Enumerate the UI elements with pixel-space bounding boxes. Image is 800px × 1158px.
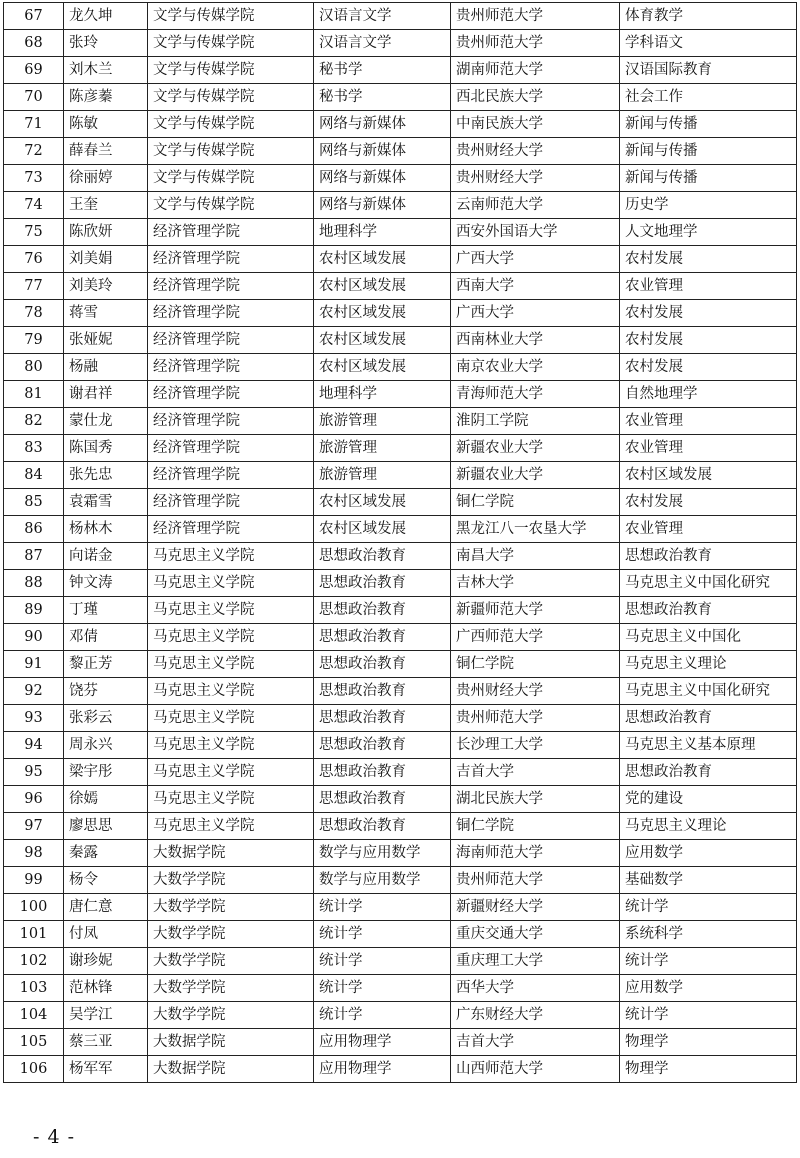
admitted-major-cell: 新闻与传播 [620,111,797,138]
name-cell: 张娅妮 [64,327,148,354]
university-cell: 重庆交通大学 [451,921,620,948]
college-cell: 马克思主义学院 [148,786,314,813]
name-cell: 付凤 [64,921,148,948]
college-cell: 文学与传媒学院 [148,30,314,57]
college-cell: 经济管理学院 [148,462,314,489]
name-cell: 唐仁意 [64,894,148,921]
college-cell: 经济管理学院 [148,246,314,273]
university-cell: 淮阴工学院 [451,408,620,435]
row-number-cell: 84 [4,462,64,489]
admitted-major-cell: 统计学 [620,1002,797,1029]
major-cell: 统计学 [314,975,451,1002]
table-row [4,300,797,327]
name-cell: 陈敏 [64,111,148,138]
name-cell: 钟文涛 [64,570,148,597]
university-cell: 广西大学 [451,300,620,327]
university-cell: 广西大学 [451,246,620,273]
college-cell: 文学与传媒学院 [148,192,314,219]
name-cell: 秦露 [64,840,148,867]
table-row [4,597,797,624]
name-cell: 杨军军 [64,1056,148,1083]
admitted-major-cell: 党的建设 [620,786,797,813]
table-row [4,138,797,165]
row-number-cell: 100 [4,894,64,921]
university-cell: 贵州师范大学 [451,867,620,894]
university-cell: 山西师范大学 [451,1056,620,1083]
table-row [4,705,797,732]
name-cell: 陈国秀 [64,435,148,462]
major-cell: 思想政治教育 [314,759,451,786]
row-number-cell: 73 [4,165,64,192]
university-cell: 新疆师范大学 [451,597,620,624]
college-cell: 马克思主义学院 [148,705,314,732]
table-row [4,57,797,84]
row-number-cell: 70 [4,84,64,111]
name-cell: 龙久坤 [64,3,148,30]
row-number-cell: 96 [4,786,64,813]
name-cell: 谢君祥 [64,381,148,408]
admitted-major-cell: 农村发展 [620,489,797,516]
admitted-major-cell: 统计学 [620,948,797,975]
name-cell: 张彩云 [64,705,148,732]
row-number-cell: 92 [4,678,64,705]
admitted-major-cell: 人文地理学 [620,219,797,246]
major-cell: 统计学 [314,948,451,975]
table-row [4,354,797,381]
admitted-major-cell: 农村区域发展 [620,462,797,489]
major-cell: 数学与应用数学 [314,867,451,894]
major-cell: 统计学 [314,894,451,921]
university-cell: 南京农业大学 [451,354,620,381]
admitted-major-cell: 马克思主义理论 [620,813,797,840]
major-cell: 农村区域发展 [314,327,451,354]
row-number-cell: 67 [4,3,64,30]
admitted-major-cell: 思想政治教育 [620,705,797,732]
college-cell: 文学与传媒学院 [148,111,314,138]
name-cell: 张玲 [64,30,148,57]
college-cell: 经济管理学院 [148,354,314,381]
row-number-cell: 88 [4,570,64,597]
row-number-cell: 87 [4,543,64,570]
admitted-major-cell: 农村发展 [620,300,797,327]
name-cell: 刘美娟 [64,246,148,273]
row-number-cell: 80 [4,354,64,381]
table-row [4,570,797,597]
university-cell: 铜仁学院 [451,651,620,678]
name-cell: 蒙仕龙 [64,408,148,435]
university-cell: 广东财经大学 [451,1002,620,1029]
table-row [4,732,797,759]
university-cell: 黑龙江八一农垦大学 [451,516,620,543]
row-number-cell: 102 [4,948,64,975]
table-row [4,111,797,138]
college-cell: 马克思主义学院 [148,678,314,705]
table-body [4,3,797,1083]
university-cell: 贵州财经大学 [451,138,620,165]
admitted-major-cell: 体育教学 [620,3,797,30]
table-row [4,327,797,354]
major-cell: 秘书学 [314,57,451,84]
major-cell: 旅游管理 [314,435,451,462]
major-cell: 思想政治教育 [314,732,451,759]
row-number-cell: 106 [4,1056,64,1083]
table-row [4,246,797,273]
name-cell: 杨令 [64,867,148,894]
college-cell: 大数学学院 [148,921,314,948]
admitted-major-cell: 思想政治教育 [620,597,797,624]
admitted-major-cell: 农业管理 [620,273,797,300]
college-cell: 马克思主义学院 [148,597,314,624]
major-cell: 网络与新媒体 [314,138,451,165]
major-cell: 农村区域发展 [314,516,451,543]
admitted-major-cell: 应用数学 [620,840,797,867]
major-cell: 统计学 [314,1002,451,1029]
table-row [4,381,797,408]
table-row [4,408,797,435]
table-row [4,30,797,57]
table-row [4,867,797,894]
table-row [4,543,797,570]
university-cell: 云南师范大学 [451,192,620,219]
university-cell: 西安外国语大学 [451,219,620,246]
page-number: - 4 - [33,1126,76,1148]
name-cell: 吴学江 [64,1002,148,1029]
major-cell: 思想政治教育 [314,813,451,840]
college-cell: 经济管理学院 [148,408,314,435]
major-cell: 农村区域发展 [314,354,451,381]
admitted-major-cell: 历史学 [620,192,797,219]
major-cell: 农村区域发展 [314,300,451,327]
major-cell: 秘书学 [314,84,451,111]
college-cell: 马克思主义学院 [148,570,314,597]
university-cell: 铜仁学院 [451,813,620,840]
name-cell: 徐嫣 [64,786,148,813]
name-cell: 陈彦蓁 [64,84,148,111]
admitted-major-cell: 农业管理 [620,516,797,543]
admitted-major-cell: 思想政治教育 [620,759,797,786]
university-cell: 贵州财经大学 [451,678,620,705]
row-number-cell: 71 [4,111,64,138]
university-cell: 西南大学 [451,273,620,300]
university-cell: 长沙理工大学 [451,732,620,759]
major-cell: 统计学 [314,921,451,948]
college-cell: 马克思主义学院 [148,813,314,840]
row-number-cell: 94 [4,732,64,759]
table-row [4,273,797,300]
name-cell: 袁霜雪 [64,489,148,516]
university-cell: 西北民族大学 [451,84,620,111]
name-cell: 刘木兰 [64,57,148,84]
table-row [4,678,797,705]
university-cell: 贵州财经大学 [451,165,620,192]
university-cell: 南昌大学 [451,543,620,570]
college-cell: 经济管理学院 [148,489,314,516]
major-cell: 网络与新媒体 [314,192,451,219]
university-cell: 新疆财经大学 [451,894,620,921]
row-number-cell: 89 [4,597,64,624]
college-cell: 文学与传媒学院 [148,3,314,30]
major-cell: 思想政治教育 [314,678,451,705]
admitted-major-cell: 农村发展 [620,354,797,381]
college-cell: 大数学学院 [148,894,314,921]
name-cell: 黎正芳 [64,651,148,678]
table-row [4,84,797,111]
major-cell: 地理科学 [314,219,451,246]
university-cell: 吉林大学 [451,570,620,597]
university-cell: 贵州师范大学 [451,705,620,732]
college-cell: 文学与传媒学院 [148,138,314,165]
table-row [4,1056,797,1083]
row-number-cell: 75 [4,219,64,246]
name-cell: 徐丽婷 [64,165,148,192]
row-number-cell: 90 [4,624,64,651]
row-number-cell: 103 [4,975,64,1002]
table-row [4,651,797,678]
admitted-major-cell: 汉语国际教育 [620,57,797,84]
college-cell: 文学与传媒学院 [148,165,314,192]
admitted-major-cell: 新闻与传播 [620,165,797,192]
major-cell: 农村区域发展 [314,489,451,516]
major-cell: 网络与新媒体 [314,111,451,138]
table-row [4,489,797,516]
row-number-cell: 76 [4,246,64,273]
university-cell: 新疆农业大学 [451,435,620,462]
major-cell: 汉语言文学 [314,3,451,30]
admitted-major-cell: 应用数学 [620,975,797,1002]
name-cell: 邓倩 [64,624,148,651]
college-cell: 经济管理学院 [148,300,314,327]
major-cell: 农村区域发展 [314,273,451,300]
admitted-major-cell: 马克思主义理论 [620,651,797,678]
university-cell: 新疆农业大学 [451,462,620,489]
name-cell: 蔡三亚 [64,1029,148,1056]
major-cell: 农村区域发展 [314,246,451,273]
admitted-major-cell: 物理学 [620,1056,797,1083]
admitted-major-cell: 农村发展 [620,327,797,354]
admitted-major-cell: 系统科学 [620,921,797,948]
row-number-cell: 98 [4,840,64,867]
name-cell: 向诺金 [64,543,148,570]
row-number-cell: 97 [4,813,64,840]
table-row [4,975,797,1002]
admitted-major-cell: 农业管理 [620,408,797,435]
name-cell: 刘美玲 [64,273,148,300]
table-row [4,813,797,840]
admitted-major-cell: 农业管理 [620,435,797,462]
university-cell: 西华大学 [451,975,620,1002]
college-cell: 经济管理学院 [148,516,314,543]
table-row [4,516,797,543]
university-cell: 铜仁学院 [451,489,620,516]
university-cell: 吉首大学 [451,1029,620,1056]
major-cell: 旅游管理 [314,462,451,489]
admitted-major-cell: 基础数学 [620,867,797,894]
major-cell: 思想政治教育 [314,705,451,732]
major-cell: 旅游管理 [314,408,451,435]
name-cell: 谢珍妮 [64,948,148,975]
university-cell: 广西师范大学 [451,624,620,651]
name-cell: 杨融 [64,354,148,381]
row-number-cell: 95 [4,759,64,786]
row-number-cell: 77 [4,273,64,300]
row-number-cell: 81 [4,381,64,408]
row-number-cell: 79 [4,327,64,354]
major-cell: 思想政治教育 [314,624,451,651]
major-cell: 网络与新媒体 [314,165,451,192]
college-cell: 经济管理学院 [148,219,314,246]
university-cell: 贵州师范大学 [451,30,620,57]
college-cell: 马克思主义学院 [148,624,314,651]
admitted-major-cell: 马克思主义基本原理 [620,732,797,759]
major-cell: 数学与应用数学 [314,840,451,867]
college-cell: 文学与传媒学院 [148,57,314,84]
table-row [4,435,797,462]
row-number-cell: 82 [4,408,64,435]
table-row [4,192,797,219]
college-cell: 大数据学院 [148,840,314,867]
table-row [4,948,797,975]
major-cell: 汉语言文学 [314,30,451,57]
admitted-major-cell: 马克思主义中国化研究 [620,570,797,597]
college-cell: 经济管理学院 [148,273,314,300]
university-cell: 湖北民族大学 [451,786,620,813]
college-cell: 大数学学院 [148,948,314,975]
table-row [4,219,797,246]
row-number-cell: 93 [4,705,64,732]
university-cell: 中南民族大学 [451,111,620,138]
major-cell: 地理科学 [314,381,451,408]
table-row [4,759,797,786]
table-row [4,786,797,813]
name-cell: 周永兴 [64,732,148,759]
admitted-major-cell: 统计学 [620,894,797,921]
major-cell: 思想政治教育 [314,786,451,813]
college-cell: 经济管理学院 [148,381,314,408]
admitted-major-cell: 物理学 [620,1029,797,1056]
name-cell: 梁宇彤 [64,759,148,786]
row-number-cell: 69 [4,57,64,84]
college-cell: 大数据学院 [148,1056,314,1083]
college-cell: 马克思主义学院 [148,543,314,570]
major-cell: 应用物理学 [314,1056,451,1083]
row-number-cell: 85 [4,489,64,516]
admitted-major-cell: 马克思主义中国化研究 [620,678,797,705]
row-number-cell: 99 [4,867,64,894]
name-cell: 薛春兰 [64,138,148,165]
major-cell: 思想政治教育 [314,651,451,678]
college-cell: 大数据学院 [148,1029,314,1056]
row-number-cell: 72 [4,138,64,165]
university-cell: 西南林业大学 [451,327,620,354]
row-number-cell: 101 [4,921,64,948]
row-number-cell: 105 [4,1029,64,1056]
table-row [4,462,797,489]
name-cell: 王奎 [64,192,148,219]
row-number-cell: 74 [4,192,64,219]
row-number-cell: 78 [4,300,64,327]
university-cell: 海南师范大学 [451,840,620,867]
college-cell: 马克思主义学院 [148,759,314,786]
table-row [4,1029,797,1056]
admitted-major-cell: 马克思主义中国化 [620,624,797,651]
row-number-cell: 104 [4,1002,64,1029]
table-row [4,165,797,192]
name-cell: 丁瑾 [64,597,148,624]
university-cell: 湖南师范大学 [451,57,620,84]
name-cell: 张先忠 [64,462,148,489]
name-cell: 饶芬 [64,678,148,705]
table-row [4,894,797,921]
college-cell: 文学与传媒学院 [148,84,314,111]
table-row [4,840,797,867]
admitted-major-cell: 思想政治教育 [620,543,797,570]
name-cell: 范林锋 [64,975,148,1002]
table-row [4,1002,797,1029]
admitted-major-cell: 学科语文 [620,30,797,57]
admitted-major-cell: 农村发展 [620,246,797,273]
college-cell: 大数学学院 [148,975,314,1002]
row-number-cell: 83 [4,435,64,462]
major-cell: 思想政治教育 [314,597,451,624]
university-cell: 吉首大学 [451,759,620,786]
row-number-cell: 86 [4,516,64,543]
admitted-major-cell: 社会工作 [620,84,797,111]
table-row [4,921,797,948]
major-cell: 应用物理学 [314,1029,451,1056]
major-cell: 思想政治教育 [314,570,451,597]
college-cell: 经济管理学院 [148,435,314,462]
row-number-cell: 91 [4,651,64,678]
major-cell: 思想政治教育 [314,543,451,570]
row-number-cell: 68 [4,30,64,57]
college-cell: 经济管理学院 [148,327,314,354]
college-cell: 大数学学院 [148,1002,314,1029]
college-cell: 大数学学院 [148,867,314,894]
university-cell: 贵州师范大学 [451,3,620,30]
name-cell: 蒋雪 [64,300,148,327]
table-row [4,624,797,651]
admission-list-table [3,2,797,1083]
name-cell: 廖思思 [64,813,148,840]
university-cell: 重庆理工大学 [451,948,620,975]
college-cell: 马克思主义学院 [148,732,314,759]
admitted-major-cell: 新闻与传播 [620,138,797,165]
table-row [4,3,797,30]
name-cell: 杨林木 [64,516,148,543]
admitted-major-cell: 自然地理学 [620,381,797,408]
name-cell: 陈欣妍 [64,219,148,246]
university-cell: 青海师范大学 [451,381,620,408]
college-cell: 马克思主义学院 [148,651,314,678]
